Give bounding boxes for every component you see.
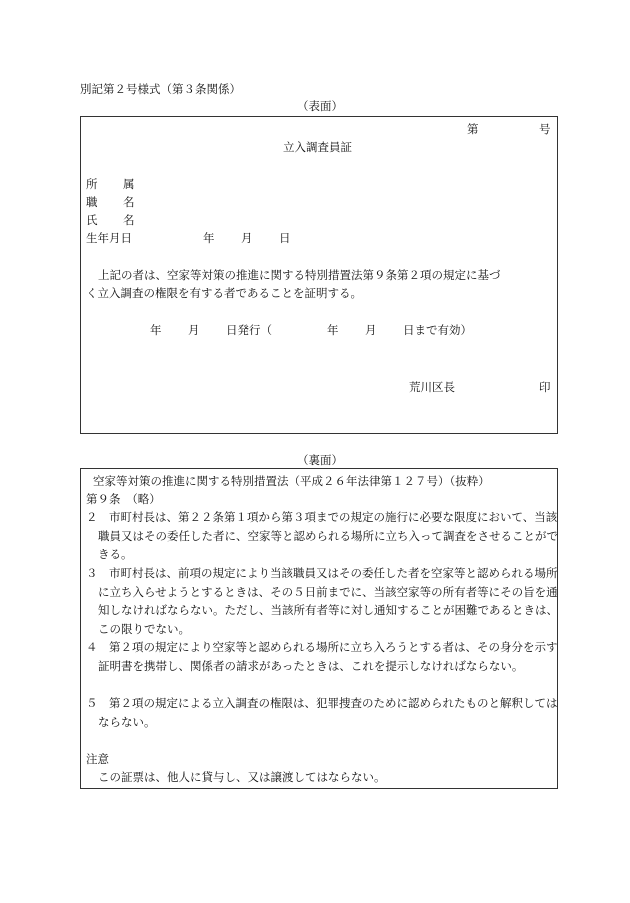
- provision-item-3: ３ 市町村長は、前項の規定により当該職員又はその委任した者を空家等と認められる場所に立ち入らせようとするときは、その５日前までに、当該空家等の所有者等にその旨を通知しなければならない。ただし、当該所有者等に対し通知することが困難であるときは、この限りでない。: [86, 566, 558, 636]
- provision-item-5: ５ 第２項の規定による立入調査の権限は、犯罪捜査のために認められたものと解釈してはならない。: [86, 696, 558, 729]
- card-title: 立入調査員証: [283, 140, 352, 154]
- valid-until-label: 日まで有効）: [403, 323, 472, 337]
- valid-year-label: 年: [327, 323, 339, 337]
- name-label-1: 氏: [86, 213, 98, 227]
- issue-day-label: 日発行（: [226, 323, 272, 337]
- birth-month-label: 月: [241, 231, 253, 245]
- article-heading: 第９条 （略）: [86, 492, 161, 506]
- back-card: [80, 468, 558, 789]
- notes-heading: 注意: [86, 752, 109, 766]
- birth-year-label: 年: [203, 231, 215, 245]
- issue-year-label: 年: [150, 323, 162, 337]
- seal-mark: 印: [539, 380, 551, 394]
- statement-line-2: く立入調査の権限を有する者であることを証明する。: [86, 286, 362, 300]
- front-side-label: （表面）: [297, 99, 343, 113]
- provision-item-4: ４ 第２項の規定により空家等と認められる場所に立ち入ろうとする者は、その身分を示す証明書を携帯し、関係者の請求があったときは、これを提示しなければならない。: [86, 640, 558, 673]
- affiliation-label-2: 属: [123, 177, 135, 191]
- number-suffix: 号: [539, 122, 551, 136]
- provision-item-2: ２ 市町村長は、第２２条第１項から第３項までの規定の施行に必要な限度において、当該職員又はその委任した者に、空家等と認められる場所に立ち入って調査をさせることができる。: [86, 510, 558, 561]
- job-title-label-1: 職: [86, 195, 98, 209]
- number-prefix: 第: [467, 122, 479, 136]
- affiliation-label-1: 所: [86, 177, 98, 191]
- issue-month-label: 月: [188, 323, 200, 337]
- form-title: 別記第２号様式（第３条関係）: [80, 82, 241, 96]
- issuer-title: 荒川区長: [409, 380, 455, 394]
- job-title-label-2: 名: [123, 195, 135, 209]
- statement-line-1: 上記の者は、空家等対策の推進に関する特別措置法第９条第２項の規定に基づ: [98, 268, 501, 282]
- name-label-2: 名: [123, 213, 135, 227]
- valid-month-label: 月: [365, 323, 377, 337]
- front-card: [80, 116, 558, 434]
- law-title: 空家等対策の推進に関する特別措置法（平成２６年法律第１２７号）（抜粋）: [93, 474, 490, 488]
- notes-text: この証票は、他人に貸与し、又は譲渡してはならない。: [98, 770, 386, 784]
- birth-date-label: 生年月日: [86, 231, 132, 245]
- birth-day-label: 日: [279, 231, 291, 245]
- back-side-label: （裏面）: [297, 453, 343, 467]
